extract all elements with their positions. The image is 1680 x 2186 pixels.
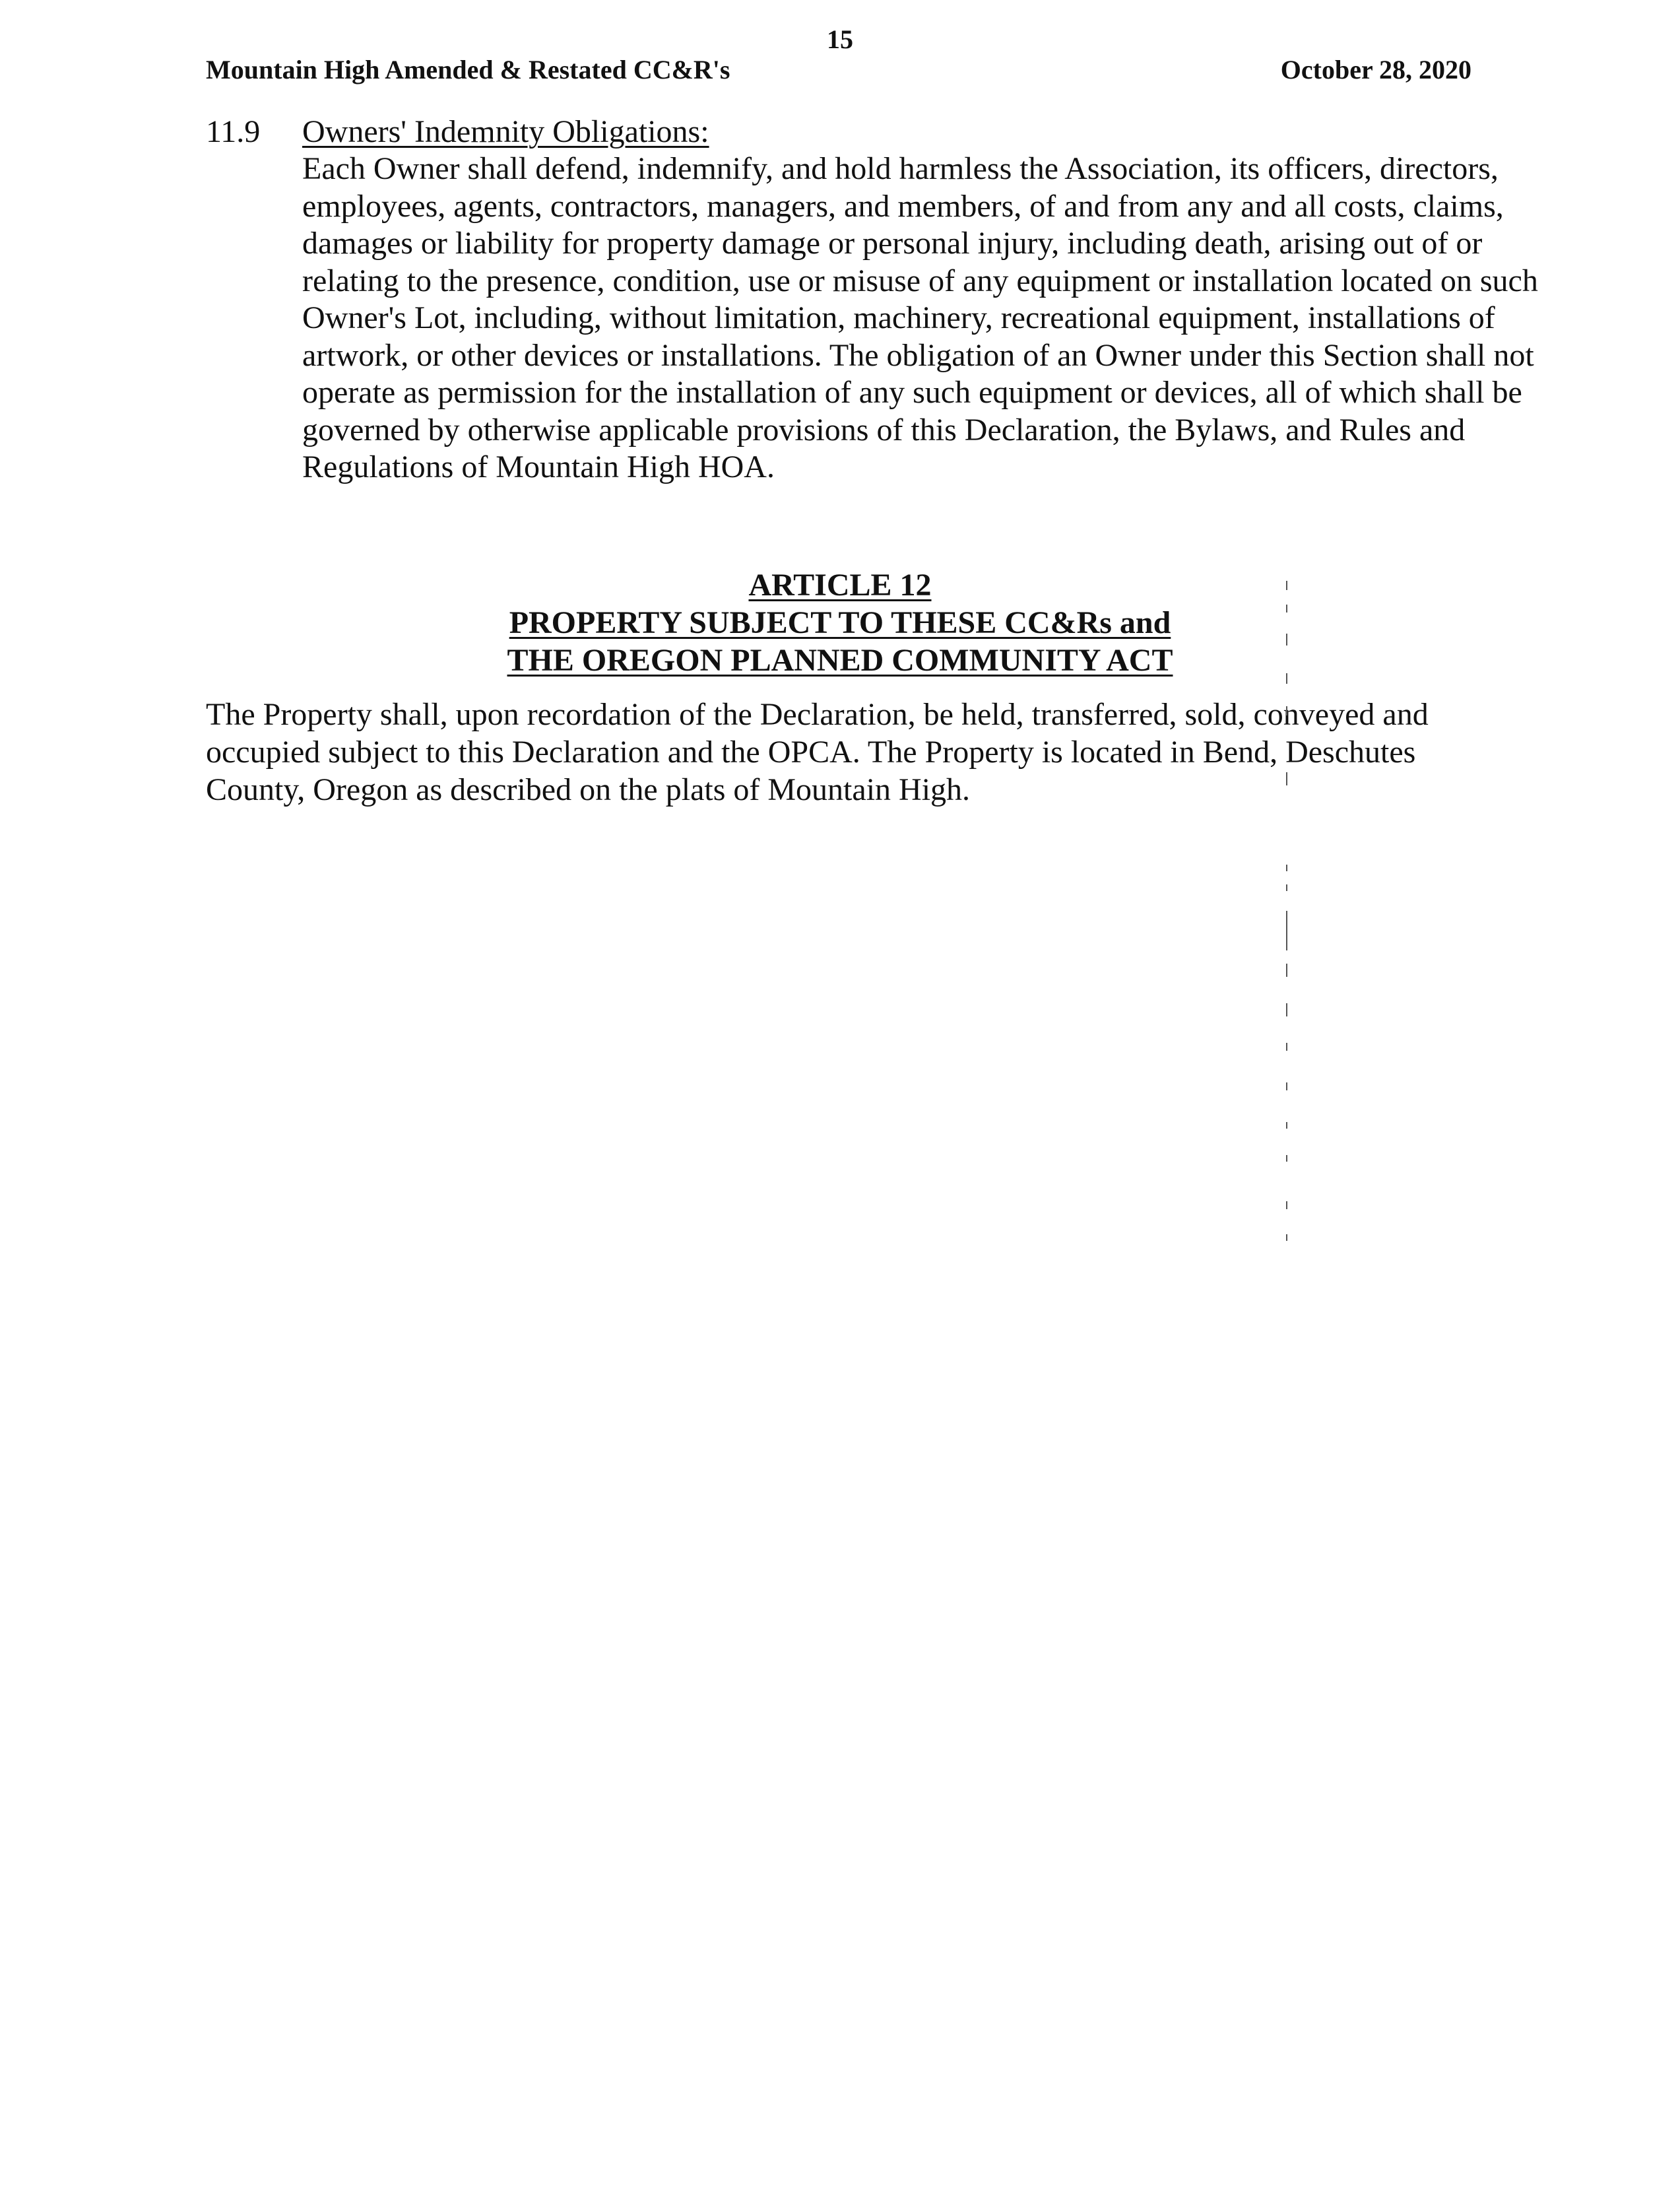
article-title-line1: PROPERTY SUBJECT TO THESE CC&Rs and	[509, 605, 1171, 640]
section-title: Owners' Indemnity Obligations:	[302, 114, 709, 149]
section-body: Each Owner shall defend, indemnify, and hold harmless the Association, its officers, directors, employees, agents, contractors, managers, and members, of and from any and all costs, claims, damages or liability for property damage or personal injury, including death, arising out of or relating to the presence, condition, use or misuse of any equipment or installation located on such Owner's Lot, including, without limitation, machinery, recreational equipment, installations of artwork, or other devices or installations. The obligation of an Owner under this Section shall not operate as permission for the installation of any such equipment or devices, all of which shall be governed by otherwise applicable provisions of this Declaration, the Bylaws, and Rules and Regulations of Mountain High HOA.	[302, 151, 1538, 484]
section-number: 11.9	[206, 114, 261, 149]
article-number: ARTICLE 12	[748, 568, 932, 603]
article-body: The Property shall, upon recordation of the Declaration, be held, transferred, sold, conveyed and occupied subject to this Declaration and the OPCA. The Property is located in Bend, Deschutes County, Oregon as described on the plats of Mountain High.	[206, 697, 1429, 807]
document-date: October 28, 2020	[1280, 55, 1471, 84]
article-title-line2: THE OREGON PLANNED COMMUNITY ACT	[507, 643, 1173, 678]
scan-artifact-marks	[1280, 581, 1293, 1280]
article-heading	[0, 566, 1680, 679]
page-number: 15	[827, 24, 853, 54]
document-title: Mountain High Amended & Restated CC&R's	[206, 55, 730, 84]
